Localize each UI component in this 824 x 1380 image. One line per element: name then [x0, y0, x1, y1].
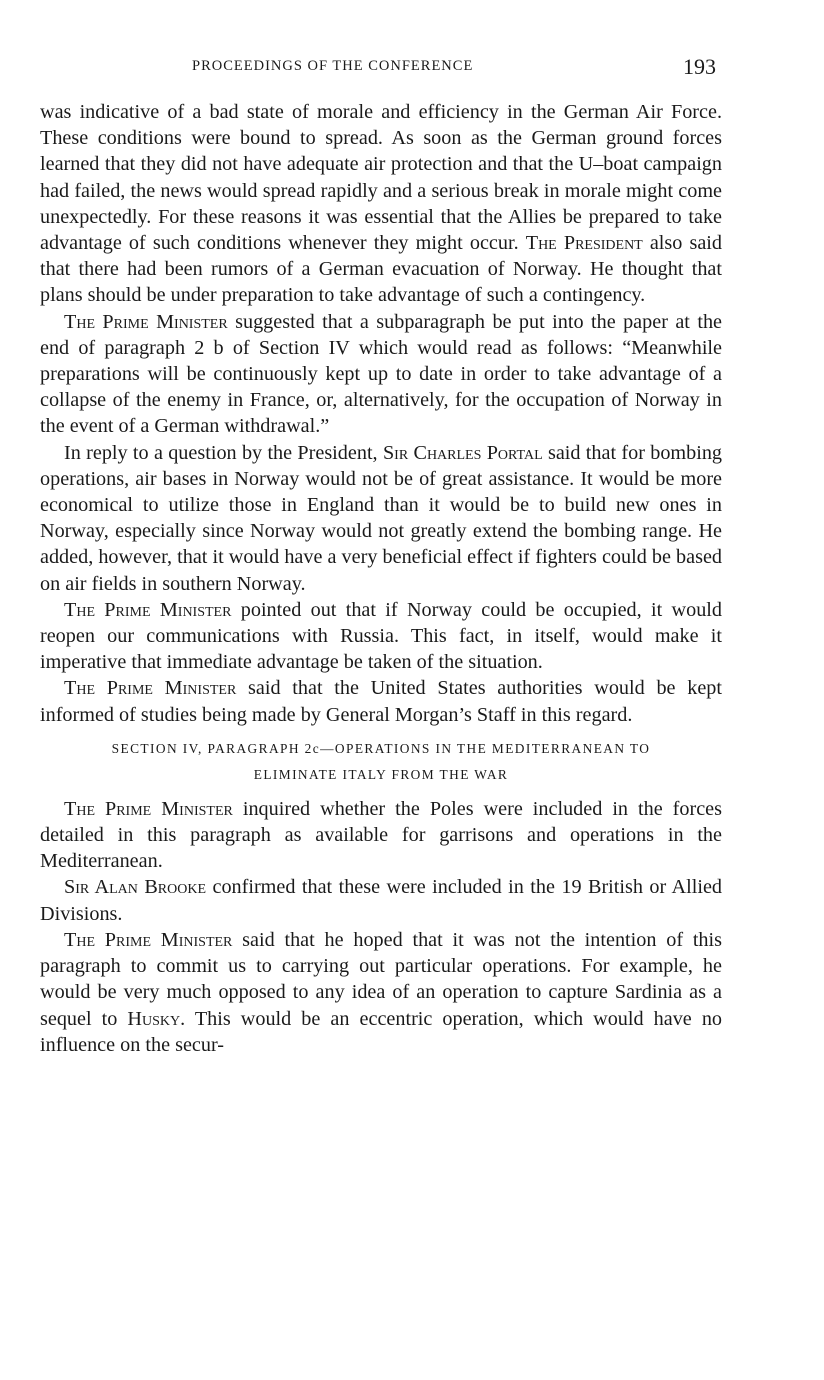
paragraph-4 [40, 597, 722, 676]
body-text [40, 99, 722, 1058]
paragraph-text: inquired whether the Poles were included in the forces detailed in this paragraph as available for garrisons and operations in the Mediterranean. [40, 797, 722, 873]
page-number: 193 [683, 54, 716, 79]
paragraph-text: pointed out that if Norway could be occupied, it would reopen our communications with Russia. This fact, in itself, would make it imperative that immediate advantage be taken of the situation. [40, 598, 723, 674]
running-head [40, 56, 722, 80]
paragraph-text: said that he hoped that it was not the intention of this paragraph to commit us to carrying out particular operations. For example, he would be very much opposed to any idea of an operation to capture Sardinia as a sequel to [40, 928, 722, 1030]
speaker-name: The Prime Minister [64, 677, 237, 700]
paragraph-text: said that for bombing operations, air bases in Norway would not be of great assistance. It would be more economical to utilize those in England than it would be to build new ones in Norway, especially since Norway would not greatly extend the bombing range. He added, however, that it would have a very beneficial effect if fighters could be based on air fields in southern Norway. [40, 441, 723, 595]
speaker-name: The President [525, 232, 643, 255]
paragraph-7 [40, 874, 722, 926]
paragraph-text: confirmed that these were included in the 19 British or Allied Divisions. [40, 876, 723, 925]
paragraph-5 [40, 675, 722, 727]
operation-codename: Husky [127, 1007, 181, 1030]
paragraph-1 [40, 99, 722, 309]
paragraph-text: suggested that a subparagraph be put into the paper at the end of paragraph 2 b of Section IV which would read as follows: “Meanwhile preparations will be continuously kept up to date in order to take advantage of a collapse of the enemy in France, or, alternatively, for the occupation of Norway in the event of a German withdrawal.” [40, 310, 723, 438]
section-heading-line: SECTION IV, PARAGRAPH 2c—OPERATIONS IN THE MEDITERRANEAN TO [111, 740, 651, 756]
paragraph-6 [40, 796, 722, 875]
running-title: PROCEEDINGS OF THE CONFERENCE [192, 58, 474, 74]
speaker-name: The Prime Minister [64, 797, 233, 820]
paragraph-text: . This would be an eccentric operation, which would have no influence on the secur- [40, 1007, 723, 1056]
speaker-name: The Prime Minister [64, 310, 228, 333]
paragraph-8 [40, 927, 722, 1058]
speaker-name: The Prime Minister [64, 928, 233, 951]
section-heading [40, 736, 722, 788]
speaker-name: The Prime Minister [64, 598, 232, 621]
paragraph-text: In reply to a question by the President, [64, 441, 378, 464]
speaker-name: Sir Alan Brooke [64, 876, 207, 899]
speaker-name: Sir Charles Portal [382, 441, 543, 464]
paragraph-2 [40, 309, 722, 440]
paragraph-3 [40, 440, 722, 597]
paragraph-text: was indicative of a bad state of morale and efficiency in the German Air Force. These conditions were bound to spread. As soon as the German ground forces learned that they did not have adequate air protection and that the U–boat campaign had failed, the news would spread rapidly and a serious break in morale might come unexpectedly. For these reasons it was essential that the Allies be prepared to take advantage of such conditions whenever they might occur. [40, 101, 722, 255]
section-heading-line: ELIMINATE ITALY FROM THE WAR [253, 766, 509, 782]
paragraph-text: also said that there had been rumors of a German evacuation of Norway. He thought that plans should be under preparation to take advantage of such a contingency. [40, 232, 722, 307]
paragraph-text: said that the United States authorities would be kept informed of studies being made by General Morgan’s Staff in this regard. [40, 677, 722, 726]
